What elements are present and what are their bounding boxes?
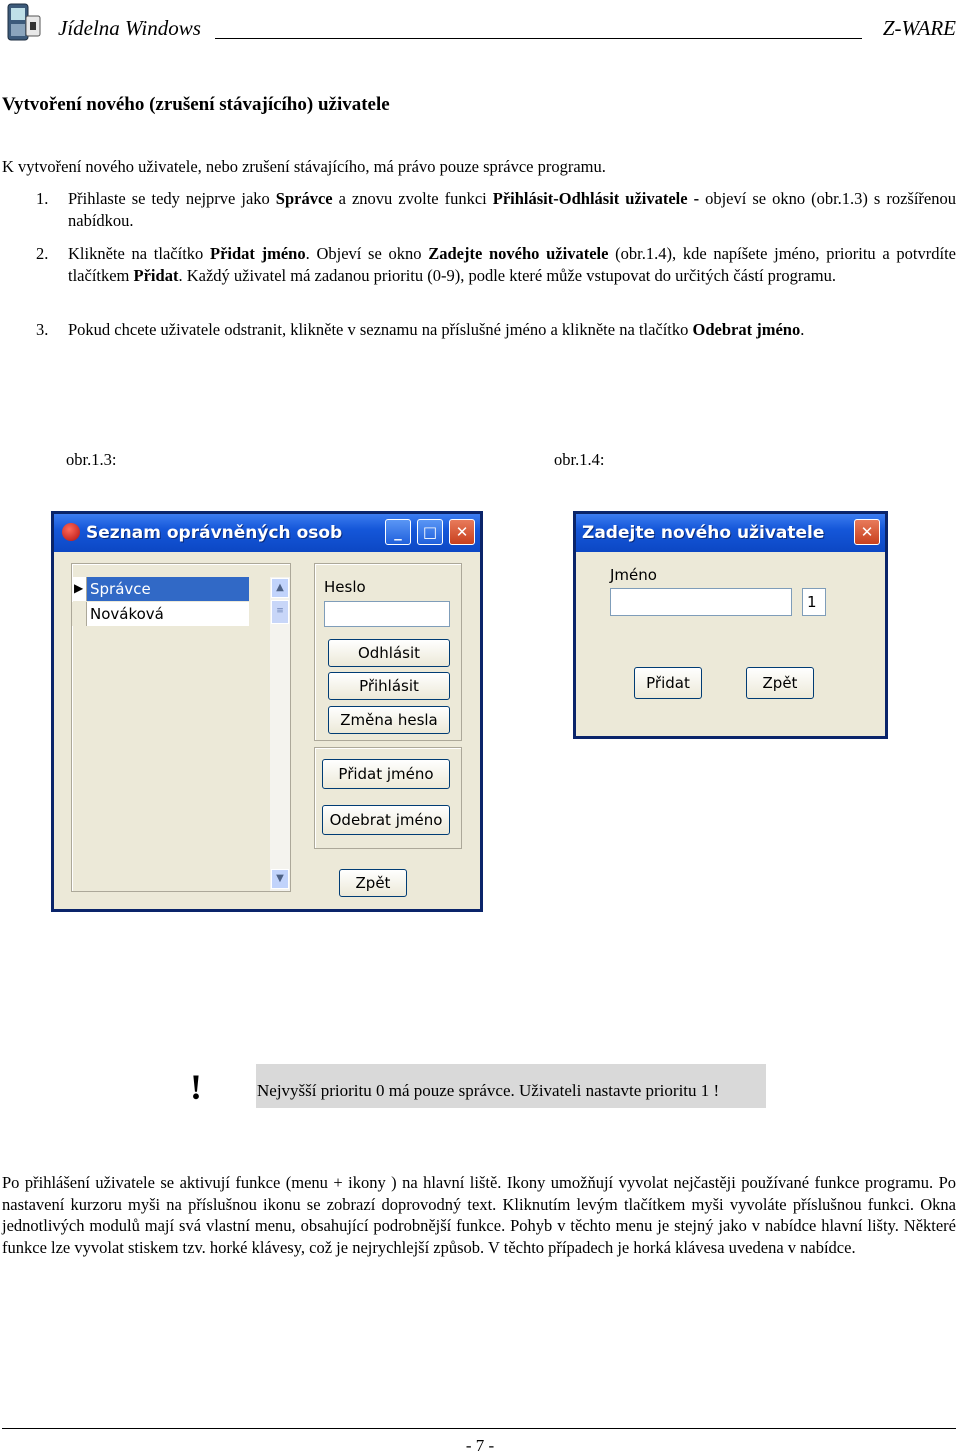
remove-name-button[interactable]: Odebrat jméno <box>322 805 450 835</box>
figure-caption-left: obr.1.3: <box>66 450 117 469</box>
figure-caption-right: obr.1.4: <box>554 450 605 469</box>
note-text: Nejvyšší prioritu 0 má pouze správce. Uživateli nastavte prioritu 1 ! <box>257 1081 720 1100</box>
window-title: Seznam oprávněných osob <box>86 523 343 543</box>
new-user-window <box>573 511 888 739</box>
step-3 <box>36 319 956 341</box>
step-text: Pokud chcete uživatele odstranit, klikněte v seznamu na příslušné jméno a klikněte na tlačítko Odebrat jméno. <box>68 320 805 339</box>
add-button[interactable]: Přidat <box>634 667 702 699</box>
title-bar[interactable] <box>576 514 885 552</box>
login-panel <box>314 563 462 741</box>
password-field[interactable] <box>324 601 450 627</box>
name-label: Jméno <box>610 566 657 584</box>
step-number: 3. <box>36 320 49 339</box>
step-2 <box>36 243 956 287</box>
title-bar[interactable] <box>54 514 480 552</box>
user-list[interactable] <box>71 563 291 892</box>
document-title: Jídelna Windows <box>58 16 201 40</box>
list-scrollbar[interactable] <box>270 577 290 891</box>
login-button[interactable]: Přihlásit <box>328 672 450 700</box>
step-1 <box>36 188 956 232</box>
footer-rule <box>2 1428 956 1429</box>
name-field[interactable] <box>610 588 792 616</box>
step-text: Přihlaste se tedy nejprve jako Správce a znovu zvolte funkci Přihlásit-Odhlásit uživatele - objeví se okno (obr.1.3) s rozšířenou nabídkou. <box>68 189 956 230</box>
priority-field[interactable]: 1 <box>802 588 826 616</box>
header-rule <box>215 38 862 39</box>
password-label: Heslo <box>324 578 366 596</box>
back-button[interactable]: Zpět <box>339 869 407 897</box>
list-item[interactable]: Nováková <box>87 602 249 626</box>
app-apple-icon <box>62 523 80 541</box>
row-pointer-icon: ▶ <box>74 581 84 595</box>
window-title: Zadejte nového uživatele <box>582 523 825 543</box>
logout-button[interactable]: Odhlásit <box>328 639 450 667</box>
scroll-up-icon[interactable]: ▲ <box>271 578 289 598</box>
users-window <box>51 511 483 912</box>
user-management-panel <box>314 747 462 849</box>
maximize-icon[interactable]: □ <box>417 519 443 545</box>
brand-name: Z-WARE <box>882 16 956 40</box>
step-number: 2. <box>36 244 49 263</box>
back-button[interactable]: Zpět <box>746 667 814 699</box>
handheld-device-icon <box>2 2 42 44</box>
step-text: Klikněte na tlačítko Přidat jméno. Objeví se okno Zadejte nového uživatele (obr.1.4), kde napíšete jméno, prioritu a potvrdíte tlačítkem Přidat. Každý uživatel má zadanou prioritu (0-9), podle které může vstupovat do určitých částí programu. <box>68 244 956 285</box>
add-name-button[interactable]: Přidat jméno <box>322 759 450 789</box>
minimize-icon[interactable]: _ <box>385 519 411 545</box>
step-number: 1. <box>36 189 49 208</box>
change-password-button[interactable]: Změna hesla <box>328 706 450 734</box>
scroll-thumb[interactable]: ≡ <box>271 600 289 624</box>
list-item-selected[interactable]: Správce <box>87 577 249 601</box>
intro-text: K vytvoření nového uživatele, nebo zrušení stávajícího, má právo pouze správce programu. <box>2 157 606 176</box>
section-heading: Vytvoření nového (zrušení stávajícího) uživatele <box>2 94 390 115</box>
page-number: - 7 - <box>465 1436 495 1455</box>
scroll-down-icon[interactable]: ▼ <box>271 869 289 889</box>
warning-mark: ! <box>190 1067 202 1107</box>
body-paragraph: Po přihlášení uživatele se aktivují funkce (menu + ikony ) na hlavní liště. Ikony umožňují vyvolat nejčastěji používané funkce programu. Po nastavení kurzoru myši na příslušnou ikonu se zobrazí doprovodný text. Kliknutím levým tlačítkem myši vyvoláte příslušnou funkci. Okna jednotlivých modulů mají svá vlastní menu, obsahující podrobnější funkce. Pohyb v těchto menu je stejný jako v nabídce hlavní lišty. Některé funkce lze vyvolat stiskem tzv. horké klávesy, což je nejrychlejší způsob. V těchto případech je horká klávesa uvedena v nabídce. <box>2 1173 956 1257</box>
close-icon[interactable]: ✕ <box>854 519 880 545</box>
close-icon[interactable]: ✕ <box>449 519 475 545</box>
